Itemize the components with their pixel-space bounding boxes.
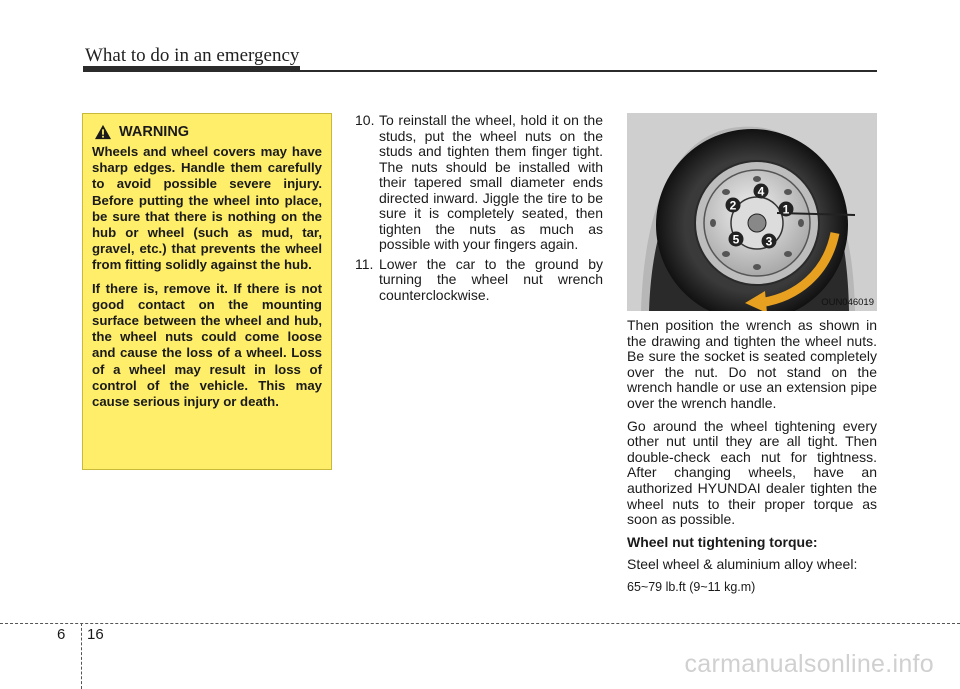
- header-title: What to do in an emergency: [85, 45, 300, 66]
- watermark: carmanualsonline.info: [684, 650, 934, 678]
- right-column: [627, 318, 877, 603]
- hub-center: [748, 214, 766, 232]
- nut-label-1: 1: [782, 202, 790, 217]
- warning-head: [94, 124, 322, 140]
- step-number: 10.: [355, 112, 375, 128]
- page-chapter: 6: [57, 626, 66, 643]
- instruction-paragraph-2: Go around the wheel tightening every other nut until they are all tight. Then double-check each nut for tightness. After changing wheels, have an authorized HYUNDAI dealer tighten the wheel nuts to their proper torque as soon as possible.: [627, 417, 877, 528]
- nut-label-2: 2: [729, 198, 737, 213]
- warning-box: [82, 113, 332, 470]
- figure-code: OUN046019: [821, 297, 874, 308]
- wheel-illustration: [627, 113, 877, 311]
- nut-label-4: 4: [757, 184, 765, 199]
- warning-title: WARNING: [119, 124, 190, 140]
- step-text: To reinstall the wheel, hold it on the studs, put the wheel nuts on the studs and tighten them finger tight. The nuts should be installed with their tapered small diameter ends directed inward. Jiggle the tire to be sure it is completely seated, then tighten the nuts as much as possible with your fingers again.: [379, 112, 603, 252]
- torque-line: Steel wheel & aluminium alloy wheel:: [627, 556, 858, 573]
- warning-paragraph-2: If there is, remove it. If there is not good contact on the mounting surface between the wheel and hub, the wheel nuts could come loose and cause the loss of a wheel. Loss of a wheel may result in loss of control of the vehicle. This may cause serious injury or death.: [92, 280, 322, 410]
- wheel-figure: [627, 113, 877, 311]
- steps-list: [355, 113, 603, 307]
- page-number: 16: [87, 626, 104, 643]
- instruction-paragraph-1: Then position the wrench as shown in the drawing and tighten the wheel nuts. Be sure the socket is seated completely over the nut. Do not stand on the wrench handle or use an extension pipe over the wrench handle.: [627, 317, 877, 411]
- torque-label: Wheel nut tightening torque:: [627, 533, 818, 550]
- step-number: 11.: [355, 255, 374, 272]
- nut-label-3: 3: [765, 234, 773, 249]
- warning-paragraph-1: Wheels and wheel covers may have sharp edges. Handle them carefully to avoid possible severe injury. Before putting the wheel into place, be sure that there is nothing on the hub or wheel (such as mud, tar, gravel, etc.) that prevents the wheel from fitting solidly against the hub.: [92, 144, 322, 273]
- warning-triangle-icon: [94, 124, 112, 140]
- footer-line: [0, 623, 960, 624]
- nut-label-5: 5: [732, 232, 740, 247]
- header-bar-thin: [83, 70, 877, 72]
- step-text: Lower the car to the ground by turning the wheel nut wrench counterclockwise.: [379, 255, 603, 303]
- torque-value: 65~79 lb.ft (9~11 kg.m): [627, 579, 756, 594]
- step-item: [355, 113, 603, 253]
- step-item: [355, 257, 603, 304]
- footer-vline: [81, 623, 82, 689]
